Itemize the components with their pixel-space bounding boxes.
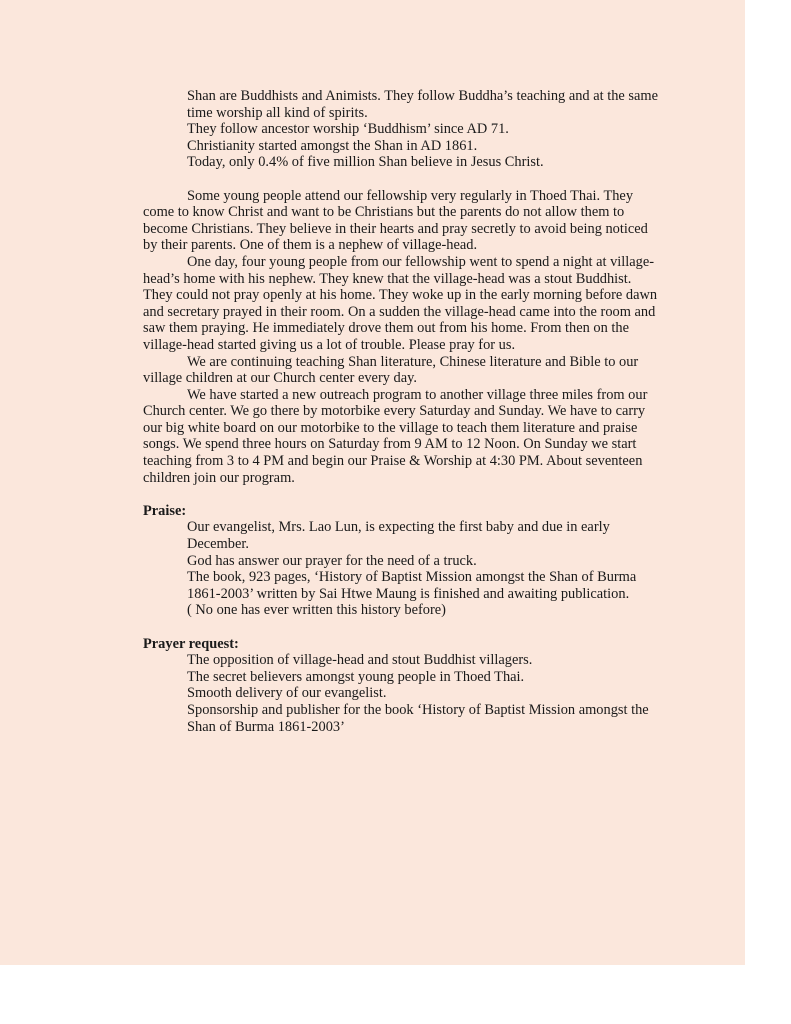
intro-block: [143, 88, 663, 171]
paragraph: We have started a new outreach program to another village three miles from our Church center. We go there by motorbike every Saturday and Sunday. We have to carry our big white board on our motorbike to the village to teach them literature and praise songs. We spend three hours on Saturday from 9 AM to 12 Noon. On Sunday we start teaching from 3 to 4 PM and begin our Praise & Worship at 4:30 PM. About seventeen children join our program.: [143, 386, 648, 486]
paragraph: We are continuing teaching Shan literature, Chinese literature and Bible to our village children at our Church center every day.: [143, 353, 639, 387]
praise-item: Our evangelist, Mrs. Lao Lun, is expecting the first baby and due in early December.: [187, 519, 610, 553]
intro-line: They follow ancestor worship ‘Buddhism’ since AD 71.: [187, 121, 509, 138]
praise-list: [143, 519, 663, 619]
document-body: [143, 88, 663, 735]
intro-line: Today, only 0.4% of five million Shan believe in Jesus Christ.: [187, 154, 544, 171]
praise-item: God has answer our prayer for the need of a truck.: [187, 552, 477, 569]
praise-item: ( No one has ever written this history before): [187, 602, 446, 619]
intro-line: Shan are Buddhists and Animists. They follow Buddha’s teaching and at the same time worship all kind of spirits.: [187, 88, 658, 121]
paragraph: One day, four young people from our fellowship went to spend a night at village-head’s home with his nephew. They knew that the village-head was a stout Buddhist. They could not pray openly at his home. They woke up in the early morning before dawn and secretary prayed in their room. On a sudden the village-head came into the room and saw them praying. He immediately drove them out from his home. From then on the village-head started giving us a lot of trouble. Please pray for us.: [143, 253, 658, 353]
paragraph: Some young people attend our fellowship very regularly in Thoed Thai. They come to know Christ and want to be Christians but the parents do not allow them to become Christians. They believe in their hearts and pray secretly to avoid being noticed by their parents. One of them is a nephew of village-head.: [143, 187, 648, 254]
prayer-request-item: Sponsorship and publisher for the book ‘History of Baptist Mission amongst the Shan of Burma 1861-2003’: [187, 701, 649, 735]
praise-item: The book, 923 pages, ‘History of Baptist Mission amongst the Shan of Burma 1861-2003’ written by Sai Htwe Maung is finished and awaiting publication.: [187, 569, 637, 602]
praise-heading: Praise:: [143, 502, 187, 519]
intro-line: Christianity started amongst the Shan in AD 1861.: [187, 137, 478, 154]
prayer-request-item: The secret believers amongst young people in Thoed Thai.: [187, 668, 525, 685]
prayer-request-item: Smooth delivery of our evangelist.: [187, 685, 387, 702]
prayer-request-item: The opposition of village-head and stout Buddhist villagers.: [187, 652, 533, 669]
prayer-request-heading: Prayer request:: [143, 635, 239, 652]
prayer-request-list: [143, 652, 663, 735]
